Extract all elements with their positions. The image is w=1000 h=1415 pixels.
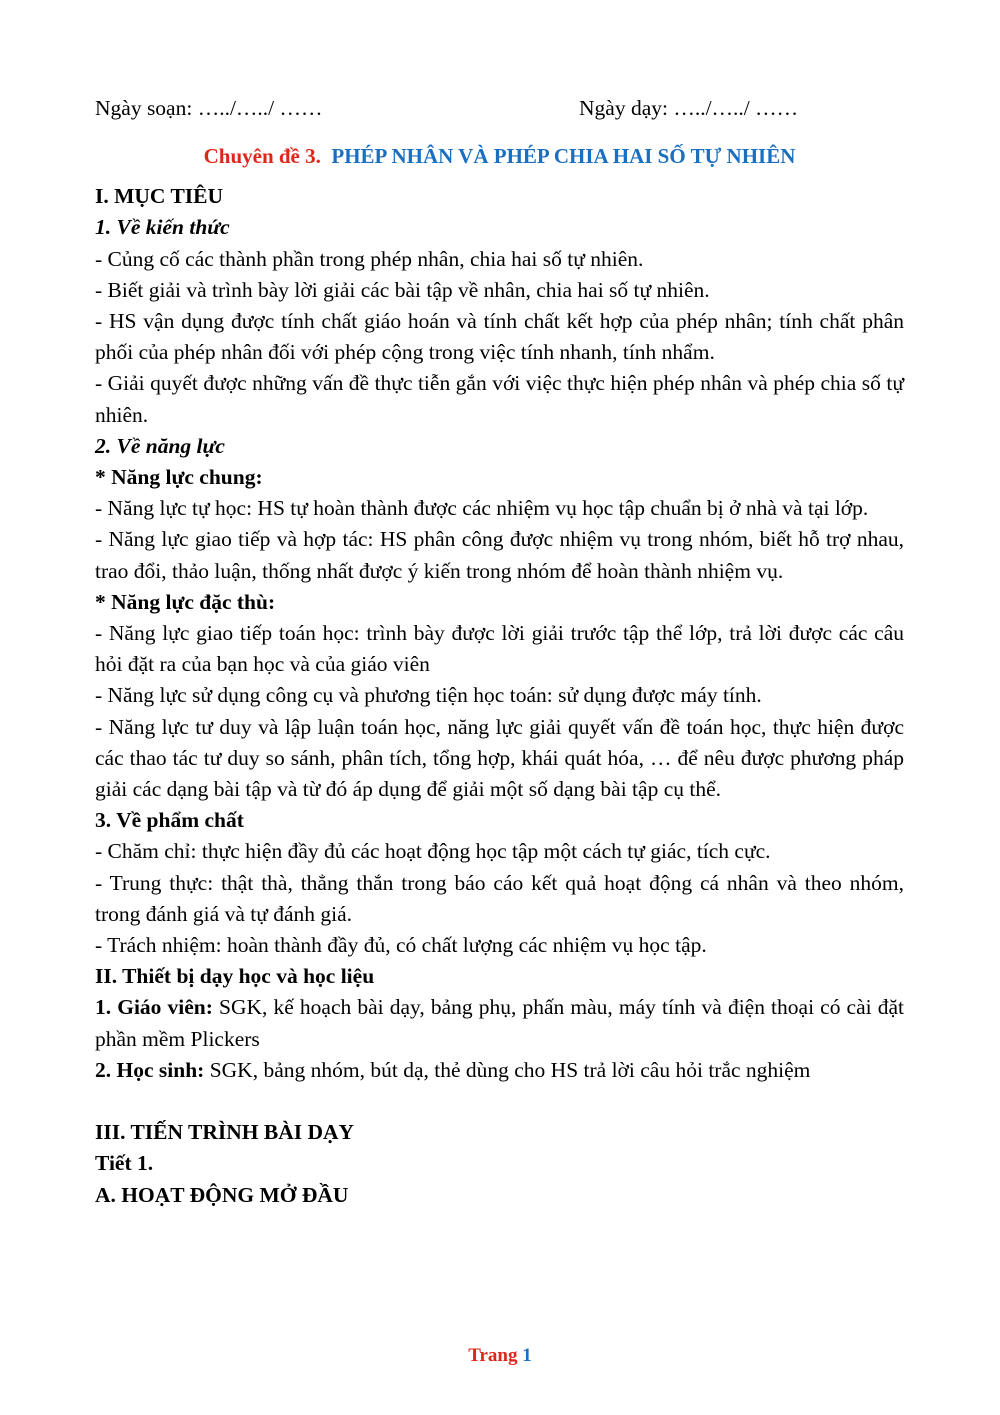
quality-item: - Trách nhiệm: hoàn thành đầy đủ, có chất lượng các nhiệm vụ học tập. xyxy=(95,933,707,958)
student-label: 2. Học sinh: xyxy=(95,1057,205,1082)
document-body xyxy=(95,93,904,1211)
student-text: SGK, bảng nhóm, bút dạ, thẻ dùng cho HS trả lời câu hỏi trắc nghiệm xyxy=(204,1057,811,1082)
qualities-heading: 3. Về phẩm chất xyxy=(95,808,244,833)
knowledge-item: - HS vận dụng được tính chất giáo hoán và tính chất kết hợp của phép nhân; tính chất phân phối của phép nhân đối với phép cộng trong việc tính nhanh, tính nhẩm. xyxy=(95,309,904,365)
teacher-text: SGK, kế hoạch bài dạy, bảng phụ, phấn màu, máy tính và điện thoại có cài đặt phần mềm Plickers xyxy=(95,995,904,1051)
document-title xyxy=(95,141,904,172)
teacher-materials xyxy=(95,992,904,1054)
page-footer xyxy=(0,1345,1000,1367)
specific-competency-item: - Năng lực tư duy và lập luận toán học, năng lực giải quyết vấn đề toán học, thực hiện được các thao tác tư duy so sánh, phân tích, tổng hợp, khái quát hóa, … để nêu được phương pháp giải các dạng bài tập và từ đó áp dụng để giải một số dạng bài tập cụ thể. xyxy=(95,714,904,802)
student-materials xyxy=(95,1055,904,1086)
competency-heading: 2. Về năng lực xyxy=(95,433,225,458)
ngay-day: Ngày dạy: …../…../ …… xyxy=(579,96,799,120)
section-1-heading: I. MỤC TIÊU xyxy=(95,184,224,209)
ngay-soan: Ngày soạn: …../…../ …… xyxy=(95,96,323,120)
section-2-heading: II. Thiết bị dạy học và học liệu xyxy=(95,964,375,989)
knowledge-item: - Giải quyết được những vấn đề thực tiễn gắn với việc thực hiện phép nhân và phép chia số tự nhiên. xyxy=(95,371,904,427)
spacer xyxy=(95,1086,904,1117)
general-competency-heading: * Năng lực chung: xyxy=(95,465,263,490)
quality-item: - Chăm chỉ: thực hiện đầy đủ các hoạt động học tập một cách tự giác, tích cực. xyxy=(95,839,771,864)
specific-competency-heading: * Năng lực đặc thù: xyxy=(95,589,276,614)
section-3-heading: III. TIẾN TRÌNH BÀI DẠY xyxy=(95,1120,355,1145)
activity-heading: A. HOẠT ĐỘNG MỞ ĐẦU xyxy=(95,1182,349,1207)
specific-competency-item: - Năng lực giao tiếp toán học: trình bày được lời giải trước tập thể lớp, trả lời được các câu hỏi đặt ra của bạn học và của giáo viên xyxy=(95,621,904,677)
knowledge-item: - Củng cố các thành phần trong phép nhân, chia hai số tự nhiên. xyxy=(95,246,644,271)
lesson-period: Tiết 1. xyxy=(95,1151,154,1176)
quality-item: - Trung thực: thật thà, thẳng thắn trong báo cáo kết quả hoạt động cá nhân và theo nhóm, trong đánh giá và tự đánh giá. xyxy=(95,870,904,926)
general-competency-item: - Năng lực tự học: HS tự hoàn thành được các nhiệm vụ học tập chuẩn bị ở nhà và tại lớp. xyxy=(95,496,869,521)
title-prefix: Chuyên đề 3. xyxy=(203,144,321,168)
page-number: 1 xyxy=(522,1345,532,1366)
title-main: PHÉP NHÂN VÀ PHÉP CHIA HAI SỐ TỰ NHIÊN xyxy=(331,144,796,168)
specific-competency-item: - Năng lực sử dụng công cụ và phương tiện học toán: sử dụng được máy tính. xyxy=(95,683,762,708)
date-row xyxy=(95,93,904,124)
general-competency-item: - Năng lực giao tiếp và hợp tác: HS phân công được nhiệm vụ trong nhóm, biết hỗ trợ nhau, trao đổi, thảo luận, thống nhất được ý kiến trong nhóm để hoàn thành nhiệm vụ. xyxy=(95,527,904,583)
teacher-label: 1. Giáo viên: xyxy=(95,995,213,1020)
footer-label: Trang xyxy=(468,1345,518,1366)
knowledge-item: - Biết giải và trình bày lời giải các bài tập về nhân, chia hai số tự nhiên. xyxy=(95,277,710,302)
knowledge-heading: 1. Về kiến thức xyxy=(95,215,230,240)
